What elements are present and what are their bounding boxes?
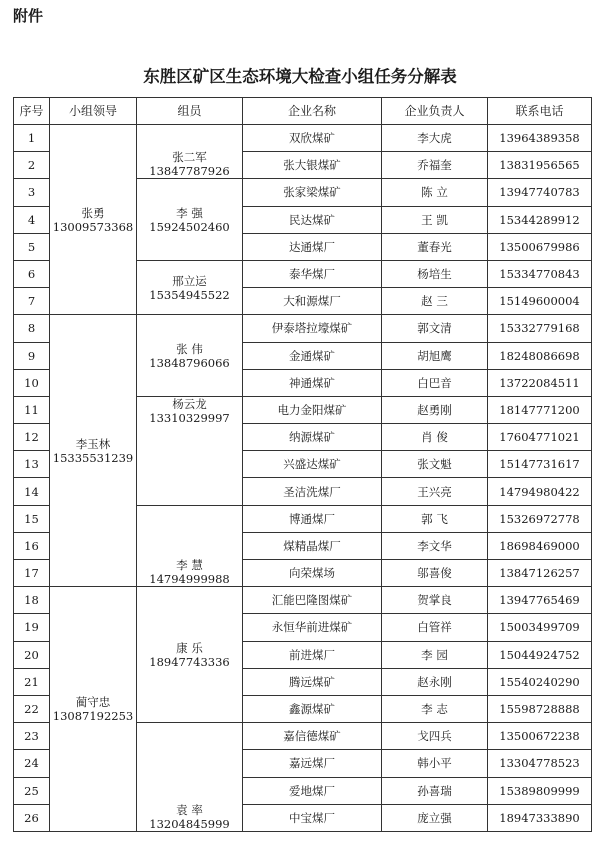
company-manager: 李大虎	[382, 125, 488, 152]
table-row	[14, 315, 592, 342]
company-name: 金通煤矿	[243, 342, 382, 369]
company-manager: 孙喜瑞	[382, 777, 488, 804]
contact-phone: 15540240290	[488, 668, 592, 695]
leader-cell	[50, 125, 137, 315]
contact-phone: 13722084511	[488, 369, 592, 396]
member-cell-name: 杨云龙	[172, 396, 207, 411]
member-cell-phone: 13848796066	[149, 355, 230, 370]
contact-phone: 17604771021	[488, 424, 592, 451]
leader-cell-name: 蔺守忠	[75, 695, 111, 710]
company-manager: 董春光	[382, 233, 488, 260]
company-name: 纳源煤矿	[243, 424, 382, 451]
row-number: 4	[14, 206, 50, 233]
company-manager: 张文魁	[382, 451, 488, 478]
contact-phone: 15334770843	[488, 260, 592, 287]
header-phone: 联系电话	[488, 98, 592, 125]
company-name: 爱地煤厂	[243, 777, 382, 804]
row-number: 13	[14, 451, 50, 478]
company-manager: 白管祥	[382, 614, 488, 641]
company-manager: 邬喜俊	[382, 560, 488, 587]
company-manager: 戈四兵	[382, 723, 488, 750]
contact-phone: 18147771200	[488, 396, 592, 423]
company-manager: 赵永刚	[382, 668, 488, 695]
header-seq: 序号	[14, 98, 50, 125]
contact-phone: 18698469000	[488, 532, 592, 559]
row-number: 6	[14, 260, 50, 287]
member-cell-name: 张二军	[172, 150, 207, 165]
member-cell	[137, 125, 243, 179]
company-name: 双欣煤矿	[243, 125, 382, 152]
company-name: 张家梁煤矿	[243, 179, 382, 206]
company-name: 民达煤矿	[243, 206, 382, 233]
row-number: 5	[14, 233, 50, 260]
member-cell-name: 邢立运	[172, 273, 207, 288]
contact-phone: 18248086698	[488, 342, 592, 369]
company-name: 圣洁洗煤厂	[243, 478, 382, 505]
member-cell	[137, 315, 243, 397]
member-cell-phone: 13310329997	[149, 410, 230, 425]
leader-cell-phone: 15335531239	[52, 450, 134, 465]
contact-phone: 15326972778	[488, 505, 592, 532]
company-name: 兴盛达煤矿	[243, 451, 382, 478]
company-name: 达通煤厂	[243, 233, 382, 260]
company-name: 嘉远煤厂	[243, 750, 382, 777]
company-name: 向荣煤场	[243, 560, 382, 587]
company-manager: 李 志	[382, 695, 488, 722]
row-number: 23	[14, 723, 50, 750]
row-number: 17	[14, 560, 50, 587]
header-company: 企业名称	[243, 98, 382, 125]
row-number: 20	[14, 641, 50, 668]
member-cell-phone: 15924502460	[149, 219, 230, 234]
company-manager: 王 凯	[382, 206, 488, 233]
row-number: 9	[14, 342, 50, 369]
table-row	[14, 125, 592, 152]
company-name: 鑫源煤矿	[243, 695, 382, 722]
contact-phone: 13500679986	[488, 233, 592, 260]
company-manager: 庞立强	[382, 804, 488, 831]
member-cell	[137, 179, 243, 261]
member-cell	[137, 587, 243, 723]
contact-phone: 13304778523	[488, 750, 592, 777]
row-number: 10	[14, 369, 50, 396]
table-row	[14, 587, 592, 614]
row-number: 24	[14, 750, 50, 777]
company-name: 嘉信德煤矿	[243, 723, 382, 750]
contact-phone: 15344289912	[488, 206, 592, 233]
contact-phone: 15003499709	[488, 614, 592, 641]
contact-phone: 13947740783	[488, 179, 592, 206]
company-name: 电力金阳煤矿	[243, 396, 382, 423]
contact-phone: 14794980422	[488, 478, 592, 505]
member-cell	[137, 505, 243, 587]
company-name: 大和源煤厂	[243, 288, 382, 315]
row-number: 2	[14, 152, 50, 179]
row-number: 11	[14, 396, 50, 423]
company-manager: 肖 俊	[382, 424, 488, 451]
member-cell-phone: 13204845999	[149, 816, 230, 831]
company-manager: 郭文清	[382, 315, 488, 342]
company-manager: 乔福奎	[382, 152, 488, 179]
company-name: 中宝煤厂	[243, 804, 382, 831]
company-manager: 赵 三	[382, 288, 488, 315]
contact-phone: 13947765469	[488, 587, 592, 614]
leader-cell	[50, 587, 137, 832]
company-name: 伊泰塔拉壕煤矿	[243, 315, 382, 342]
contact-phone: 15332779168	[488, 315, 592, 342]
row-number: 1	[14, 125, 50, 152]
row-number: 8	[14, 315, 50, 342]
contact-phone: 13831956565	[488, 152, 592, 179]
task-table	[13, 97, 592, 832]
row-number: 12	[14, 424, 50, 451]
member-cell-name: 李 强	[176, 205, 203, 220]
company-name: 神通煤矿	[243, 369, 382, 396]
header-manager: 企业负责人	[382, 98, 488, 125]
header-member: 组员	[137, 98, 243, 125]
row-number: 26	[14, 804, 50, 831]
table-header-row	[14, 98, 592, 125]
document-title: 东胜区矿区生态环境大检查小组任务分解表	[143, 67, 457, 86]
leader-cell	[50, 315, 137, 587]
member-cell-name: 袁 率	[176, 802, 203, 817]
leader-cell-name: 李玉林	[75, 436, 111, 451]
company-name: 泰华煤厂	[243, 260, 382, 287]
company-manager: 李文华	[382, 532, 488, 559]
contact-phone: 13847126257	[488, 560, 592, 587]
company-name: 前进煤厂	[243, 641, 382, 668]
header-leader: 小组领导	[50, 98, 137, 125]
member-cell	[137, 260, 243, 314]
table-body	[14, 125, 592, 832]
row-number: 21	[14, 668, 50, 695]
member-cell-phone: 14794999988	[149, 572, 230, 587]
company-manager: 贺掌良	[382, 587, 488, 614]
company-manager: 陈 立	[382, 179, 488, 206]
leader-cell-name: 张勇	[81, 205, 105, 220]
member-cell	[137, 723, 243, 832]
row-number: 7	[14, 288, 50, 315]
row-number: 18	[14, 587, 50, 614]
member-cell-phone: 15354945522	[149, 287, 230, 302]
company-name: 博通煤厂	[243, 505, 382, 532]
contact-phone: 13964389358	[488, 125, 592, 152]
company-manager: 胡旭鹰	[382, 342, 488, 369]
leader-cell-phone: 13009573368	[52, 219, 134, 234]
row-number: 3	[14, 179, 50, 206]
company-manager: 杨培生	[382, 260, 488, 287]
company-manager: 赵勇刚	[382, 396, 488, 423]
contact-phone: 18947333890	[488, 804, 592, 831]
company-name: 永恒华前进煤矿	[243, 614, 382, 641]
contact-phone: 15598728888	[488, 695, 592, 722]
member-cell-phone: 18947743336	[149, 654, 230, 669]
row-number: 25	[14, 777, 50, 804]
contact-phone: 13500672238	[488, 723, 592, 750]
member-cell-name: 康 乐	[176, 640, 203, 655]
member-cell-name: 张 伟	[176, 341, 203, 356]
company-name: 张大银煤矿	[243, 152, 382, 179]
row-number: 15	[14, 505, 50, 532]
company-manager: 韩小平	[382, 750, 488, 777]
row-number: 14	[14, 478, 50, 505]
contact-phone: 15147731617	[488, 451, 592, 478]
member-cell-phone: 13847787926	[149, 164, 230, 179]
company-manager: 白巴音	[382, 369, 488, 396]
row-number: 16	[14, 532, 50, 559]
contact-phone: 15389809999	[488, 777, 592, 804]
member-cell	[137, 396, 243, 505]
company-manager: 郭 飞	[382, 505, 488, 532]
attachment-label: 附件	[13, 7, 44, 25]
company-name: 腾远煤矿	[243, 668, 382, 695]
leader-cell-phone: 13087192253	[52, 709, 134, 724]
row-number: 22	[14, 695, 50, 722]
member-cell-name: 李 慧	[176, 558, 203, 573]
company-manager: 王兴亮	[382, 478, 488, 505]
row-number: 19	[14, 614, 50, 641]
company-name: 煤精晶煤厂	[243, 532, 382, 559]
contact-phone: 15044924752	[488, 641, 592, 668]
company-name: 汇能巴隆图煤矿	[243, 587, 382, 614]
company-manager: 李 园	[382, 641, 488, 668]
contact-phone: 15149600004	[488, 288, 592, 315]
